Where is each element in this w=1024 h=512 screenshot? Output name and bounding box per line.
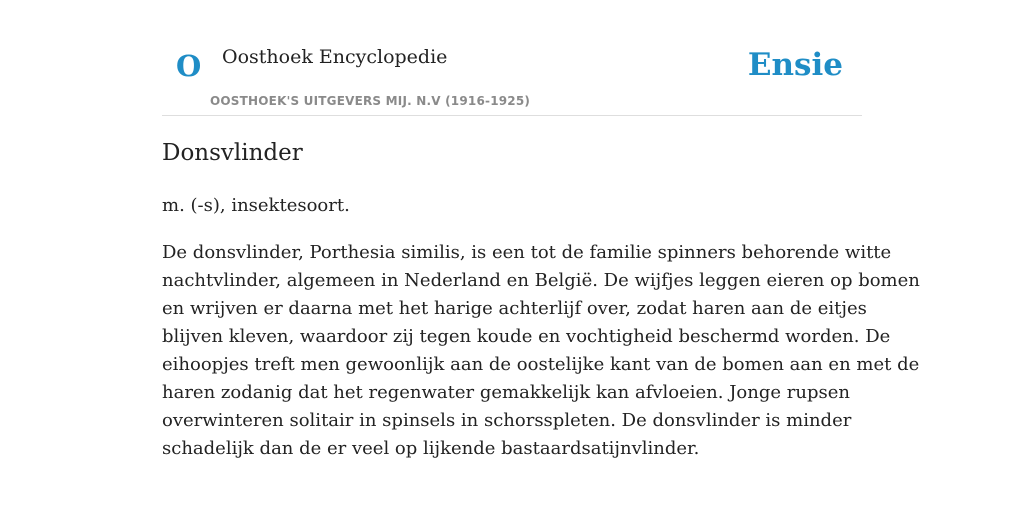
encyclopedia-header [162, 0, 862, 116]
entry-body-line: nachtvlinder, algemeen in Nederland en België. De wijfjes leggen eieren op bomen [162, 270, 920, 291]
encyclopedia-title-link[interactable]: Oosthoek Encyclopedie [222, 46, 448, 68]
article-page [162, 0, 920, 459]
publisher-label: OOSTHOEK'S UITGEVERS MIJ. N.V (1916-1925) [210, 94, 531, 108]
entry-body-line: overwinteren solitair in spinsels in schorsspleten. De donsvlinder is minder [162, 410, 852, 431]
encyclopedia-logo[interactable]: O [176, 49, 202, 83]
entry-body-line: haren zodanig dat het regenwater gemakkelijk kan afvloeien. Jonge rupsen [162, 382, 850, 403]
entry-body [162, 239, 920, 463]
entry-body-line: schadelijk dan de er veel op lijkende bastaardsatijnvlinder. [162, 438, 700, 459]
entry-body-line: eihoopjes treft men gewoonlijk aan de oostelijke kant van de bomen aan en met de [162, 354, 920, 375]
entry-grammar: m. (-s), insektesoort. [162, 195, 350, 216]
entry-body-line: blijven kleven, waardoor zij tegen koude en vochtigheid beschermd worden. De [162, 326, 891, 347]
ensie-brand-link[interactable]: Ensie [747, 47, 843, 83]
entry-body-line: De donsvlinder, Porthesia similis, is een tot de familie spinners behorende witte [162, 242, 892, 263]
entry-title: Donsvlinder [162, 140, 303, 166]
entry-body-line: en wrijven er daarna met het harige achterlijf over, zodat haren aan de eitjes [162, 298, 867, 319]
